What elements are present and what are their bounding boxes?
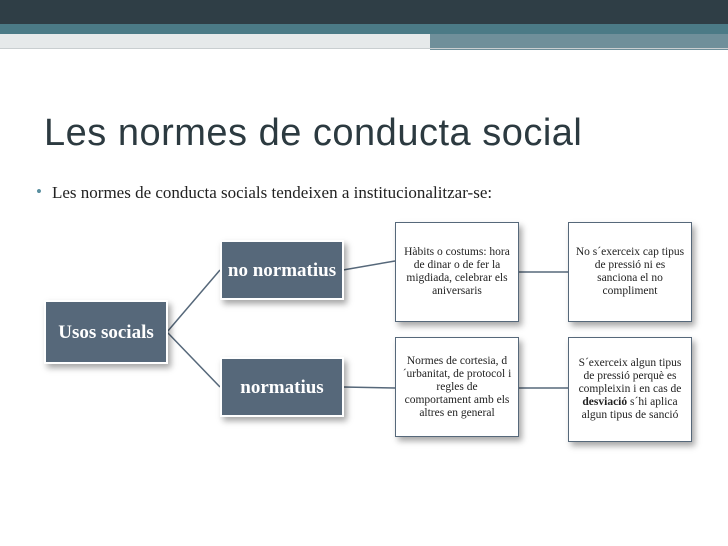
box-no-normatius [220, 240, 344, 300]
bullet-dot-icon: • [36, 182, 42, 201]
connector-normatius-cortesia [343, 387, 395, 388]
box-pressio-text-part2: s´hi aplica algun tipus de sanció [581, 396, 679, 421]
slide-title: Les normes de conducta social [44, 112, 583, 154]
box-pressio-highlight: desviació [582, 396, 628, 408]
box-normatius-label: normatius [240, 376, 324, 398]
connector-root-no-normatius [167, 270, 220, 332]
bullet-text: Les normes de conducta socials tendeixen a institucionalitzar-se: [52, 183, 493, 202]
box-habits-text: Hàbits o costums: hora de dinar o de fer la migdiada, celebrar els aniversaris [404, 246, 510, 297]
box-normatius [220, 357, 344, 417]
box-no-pressio-text: No s´exerceix cap tipus de pressió ni es sanciona el no compliment [575, 246, 685, 297]
box-cortesia-text: Normes de cortesia, d´urbanitat, de protocol i regles de comportament amb els altres en general [402, 354, 512, 419]
box-pressio-text-part1: S´exerceix algun tipus de pressió perquè es compleixin i en cas de [578, 357, 682, 395]
box-pressio [568, 337, 692, 442]
connector-no-normatius-habits [343, 261, 395, 270]
root-box-usos-socials [44, 300, 168, 364]
box-no-normatius-label: no normatius [227, 259, 337, 281]
box-habits [395, 222, 519, 322]
box-pressio-text [575, 357, 685, 422]
root-box-label: Usos socials [58, 321, 154, 343]
box-no-pressio [568, 222, 692, 322]
box-cortesia [395, 337, 519, 437]
connector-root-normatius [167, 332, 220, 387]
